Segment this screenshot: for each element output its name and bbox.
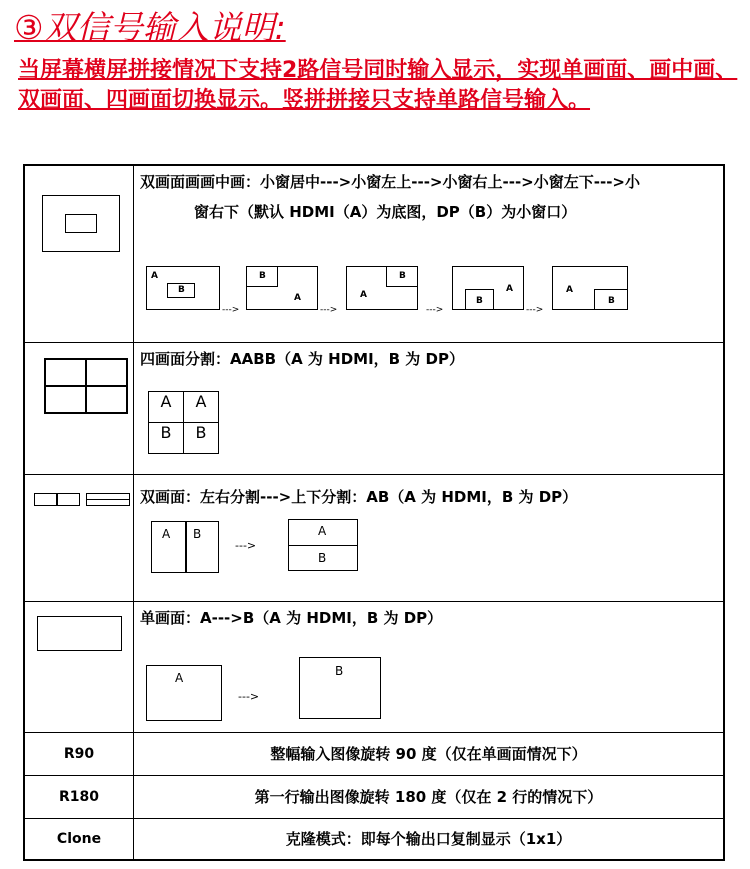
pip-arrow-4: --->: [526, 305, 544, 315]
pip-arrow-3: --->: [426, 305, 444, 315]
single-icon: [37, 616, 122, 651]
single-desc-cell: [134, 601, 725, 732]
pip-arrow-1: --->: [222, 305, 240, 315]
dual-desc: 双画面：左右分割--->上下分割：AB（A 为 HDMI，B 为 DP）: [140, 487, 578, 506]
intro-paragraph: 当屏幕横屏拼接情况下支持2路信号同时输入显示，实现单画面、画中画、双画面、四画面切换显示。竖拼拼接只支持单路信号输入。: [18, 58, 738, 113]
single-desc: 单画面：A--->B（A 为 HDMI，B 为 DP）: [140, 608, 443, 627]
dual-lr-label-a: A: [162, 526, 171, 541]
dual-icon-cell: [24, 474, 134, 601]
pip-d1-label-b: B: [178, 285, 185, 295]
dual-tb-label-b: B: [318, 550, 327, 565]
clone-row: [24, 818, 724, 860]
single-arrow: --->: [238, 689, 260, 703]
r180-desc: 第一行输出图像旋转 180 度（仅在 2 行的情况下）: [134, 775, 725, 818]
dual-icon-tb-divider: [86, 499, 130, 501]
quad-desc-cell: [134, 342, 725, 474]
single-diagram-a: [146, 665, 222, 721]
pip-d2-label-a: A: [294, 293, 301, 303]
quad-icon-hline: [44, 385, 128, 387]
pip-icon-cell: [24, 165, 134, 342]
pip-desc-cell: [134, 165, 725, 342]
pip-row: [24, 165, 724, 342]
quad-icon-cell: [24, 342, 134, 474]
r180-row: [24, 775, 724, 818]
dual-desc-cell: [134, 474, 725, 601]
clone-code: Clone: [24, 818, 134, 860]
single-label-b: B: [335, 663, 344, 678]
dual-lr-divider: [185, 521, 187, 573]
r180-code: R180: [24, 775, 134, 818]
quad-cell-1: A: [149, 391, 184, 422]
quad-diagram: [148, 391, 219, 454]
dual-lr-label-b: B: [193, 526, 202, 541]
pip-desc-line2: 窗右下（默认 HDMI（A）为底图，DP（B）为小窗口）: [194, 203, 577, 221]
pip-d5-label-a: A: [566, 285, 573, 295]
dual-icon-lr-divider: [56, 493, 58, 506]
dual-arrow: --->: [235, 538, 257, 552]
pip-d3-label-b: B: [399, 271, 406, 281]
pip-d4-label-b: B: [476, 296, 483, 306]
pip-desc-line1: 双画面画画中画：小窗居中--->小窗左上--->小窗右上--->小窗左下--->小: [140, 173, 640, 191]
dual-tb-divider: [288, 545, 358, 547]
quad-cell-3: B: [149, 422, 184, 453]
pip-d2-label-b: B: [259, 271, 266, 281]
single-label-a: A: [175, 670, 184, 685]
pip-icon-inner: [65, 214, 97, 233]
dual-tb-label-a: A: [318, 523, 327, 538]
r90-code: R90: [24, 732, 134, 775]
r90-row: [24, 732, 724, 775]
clone-desc: 克隆模式：即每个输出口复制显示（1x1）: [134, 818, 725, 860]
pip-d5-label-b: B: [608, 296, 615, 306]
mode-table: [23, 164, 725, 861]
quad-cell-4: B: [184, 422, 219, 453]
r90-desc: 整幅输入图像旋转 90 度（仅在单画面情况下）: [134, 732, 725, 775]
quad-desc: 四画面分割：AABB（A 为 HDMI，B 为 DP）: [140, 349, 464, 368]
pip-arrow-2: --->: [320, 305, 338, 315]
quad-row: [24, 342, 724, 474]
single-icon-cell: [24, 601, 134, 732]
page-title: ③双信号输入说明:: [14, 8, 286, 47]
pip-d3-label-a: A: [360, 290, 367, 300]
single-row: [24, 601, 724, 732]
quad-cell-2: A: [184, 391, 219, 422]
pip-d4-label-a: A: [506, 284, 513, 294]
pip-d1-label-a: A: [151, 271, 158, 281]
dual-row: [24, 474, 724, 601]
